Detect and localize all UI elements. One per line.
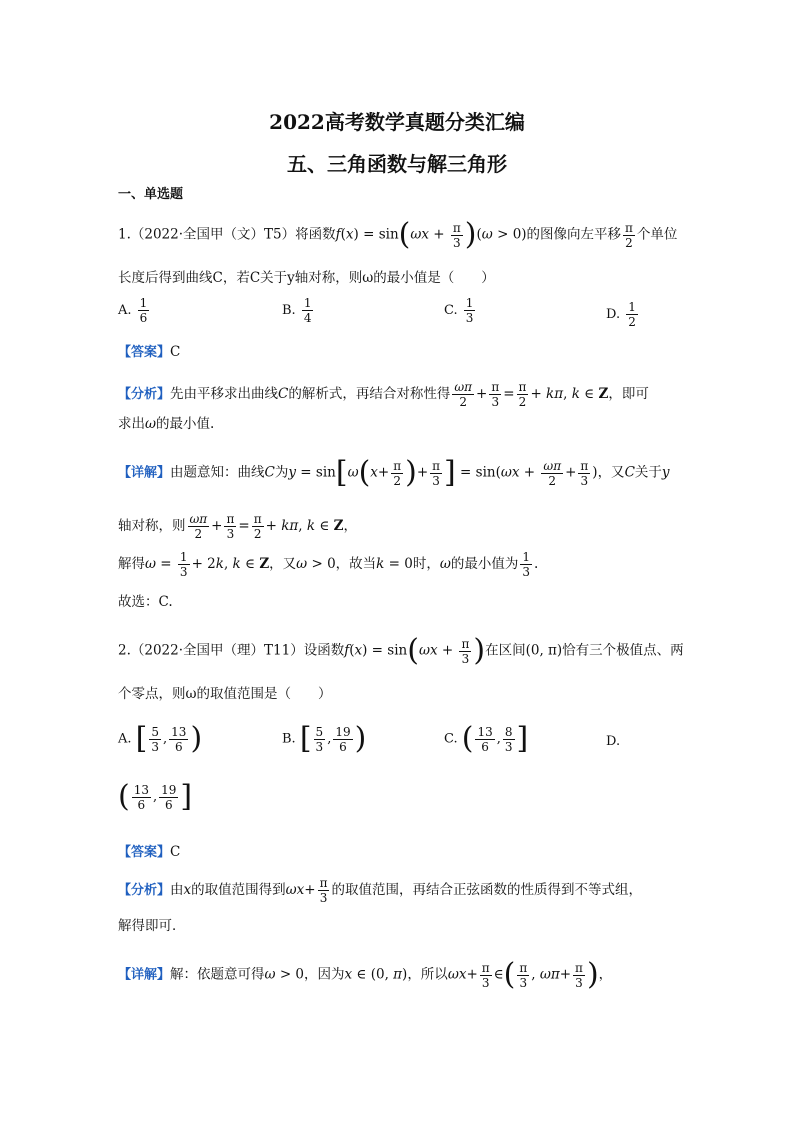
q2-option-a: A. [ $\frac{5}{3}$ , $\frac{13}{6}$ ) bbox=[118, 721, 203, 756]
q2-answer: 【答案】C bbox=[118, 844, 181, 860]
q2-stem-line2: 个零点，则ω的取值范围是（ ） bbox=[118, 686, 332, 702]
q1-analysis-line2: 求出ω的最小值. bbox=[118, 416, 215, 432]
q1-stem-line1: 1.（2022·全国甲（文）T5）将函数f(x) = sin(ωx + $\frac{\pi}{3}$ )(ω > 0)的图像向左平移 $\frac{\pi}{2}$ 个单位 bbox=[118, 217, 678, 252]
q1-conclusion: 故选：C. bbox=[118, 594, 173, 610]
q2-option-b: B. [ $\frac{5}{3}$ , $\frac{19}{6}$ ) bbox=[282, 721, 367, 756]
section-heading: 一、单选题 bbox=[118, 187, 184, 202]
q1-option-b: B. $\frac{1}{4}$ bbox=[282, 296, 312, 325]
q2-option-d-label: D. bbox=[606, 734, 621, 749]
q2-option-d: ( $\frac{13}{6}$ , $\frac{19}{6}$ ] bbox=[118, 779, 193, 814]
sub-title: 五、三角函数与解三角形 bbox=[287, 152, 507, 176]
q2-option-c: C. ( $\frac{13}{6}$ , $\frac{8}{3}$ ] bbox=[444, 721, 529, 756]
q2-detail-line1: 【详解】解：依题意可得ω > 0，因为x ∈ (0, π)，所以ωx+ $\frac{\pi}{3}$ ∈( $\frac{\pi}{3}$ , ωπ+ $\frac{\pi}{3}$ )， bbox=[118, 957, 613, 992]
q2-analysis-line2: 解得即可． bbox=[118, 918, 186, 934]
q2-analysis-line1: 【分析】由x的取值范围得到ωx+ $\frac{\pi}{3}$ 的取值范围，再结合正弦函数的性质得到不等式组， bbox=[118, 876, 642, 905]
main-title: 2022高考数学真题分类汇编 bbox=[269, 110, 525, 134]
q1-detail-line1: 【详解】由题意知：曲线C为y = sin[ω(x+ $\frac{\pi}{2}$ )+ $\frac{\pi}{3}$ ] = sin(ωx + $\frac{\omega\pi}{2}$ + $\frac{\pi}{3}$ )，又C关于y bbox=[118, 455, 670, 490]
q1-stem-line2: 长度后得到曲线C，若C关于y轴对称，则ω的最小值是（ ） bbox=[118, 270, 495, 286]
q1-option-c: C. $\frac{1}{3}$ bbox=[444, 296, 474, 325]
q1-option-d: D. $\frac{1}{2}$ bbox=[606, 300, 636, 329]
q2-stem-line1: 2.（2022·全国甲（理）T11）设函数f(x) = sin(ωx + $\frac{\pi}{3}$ )在区间(0, π)恰有三个极值点、两 bbox=[118, 633, 684, 668]
q1-answer: 【答案】C bbox=[118, 344, 181, 360]
q1-detail-line2: 轴对称，则 $\frac{\omega\pi}{2}$ + $\frac{\pi}{3}$ = $\frac{\pi}{2}$ + kπ, k ∈ Z， bbox=[118, 512, 357, 541]
q1-option-a: A. $\frac{1}{6}$ bbox=[118, 296, 148, 325]
q1-analysis-line1: 【分析】先由平移求出曲线C的解析式，再结合对称性得 $\frac{\omega\pi}{2}$ + $\frac{\pi}{3}$ = $\frac{\pi}{2}$ + kπ, k ∈ Z，即可 bbox=[118, 380, 649, 409]
q1-detail-line3: 解得ω = $\frac{1}{3}$ + 2k, k ∈ Z，又ω > 0，故当k = 0时，ω的最小值为 $\frac{1}{3}$ . bbox=[118, 550, 539, 579]
